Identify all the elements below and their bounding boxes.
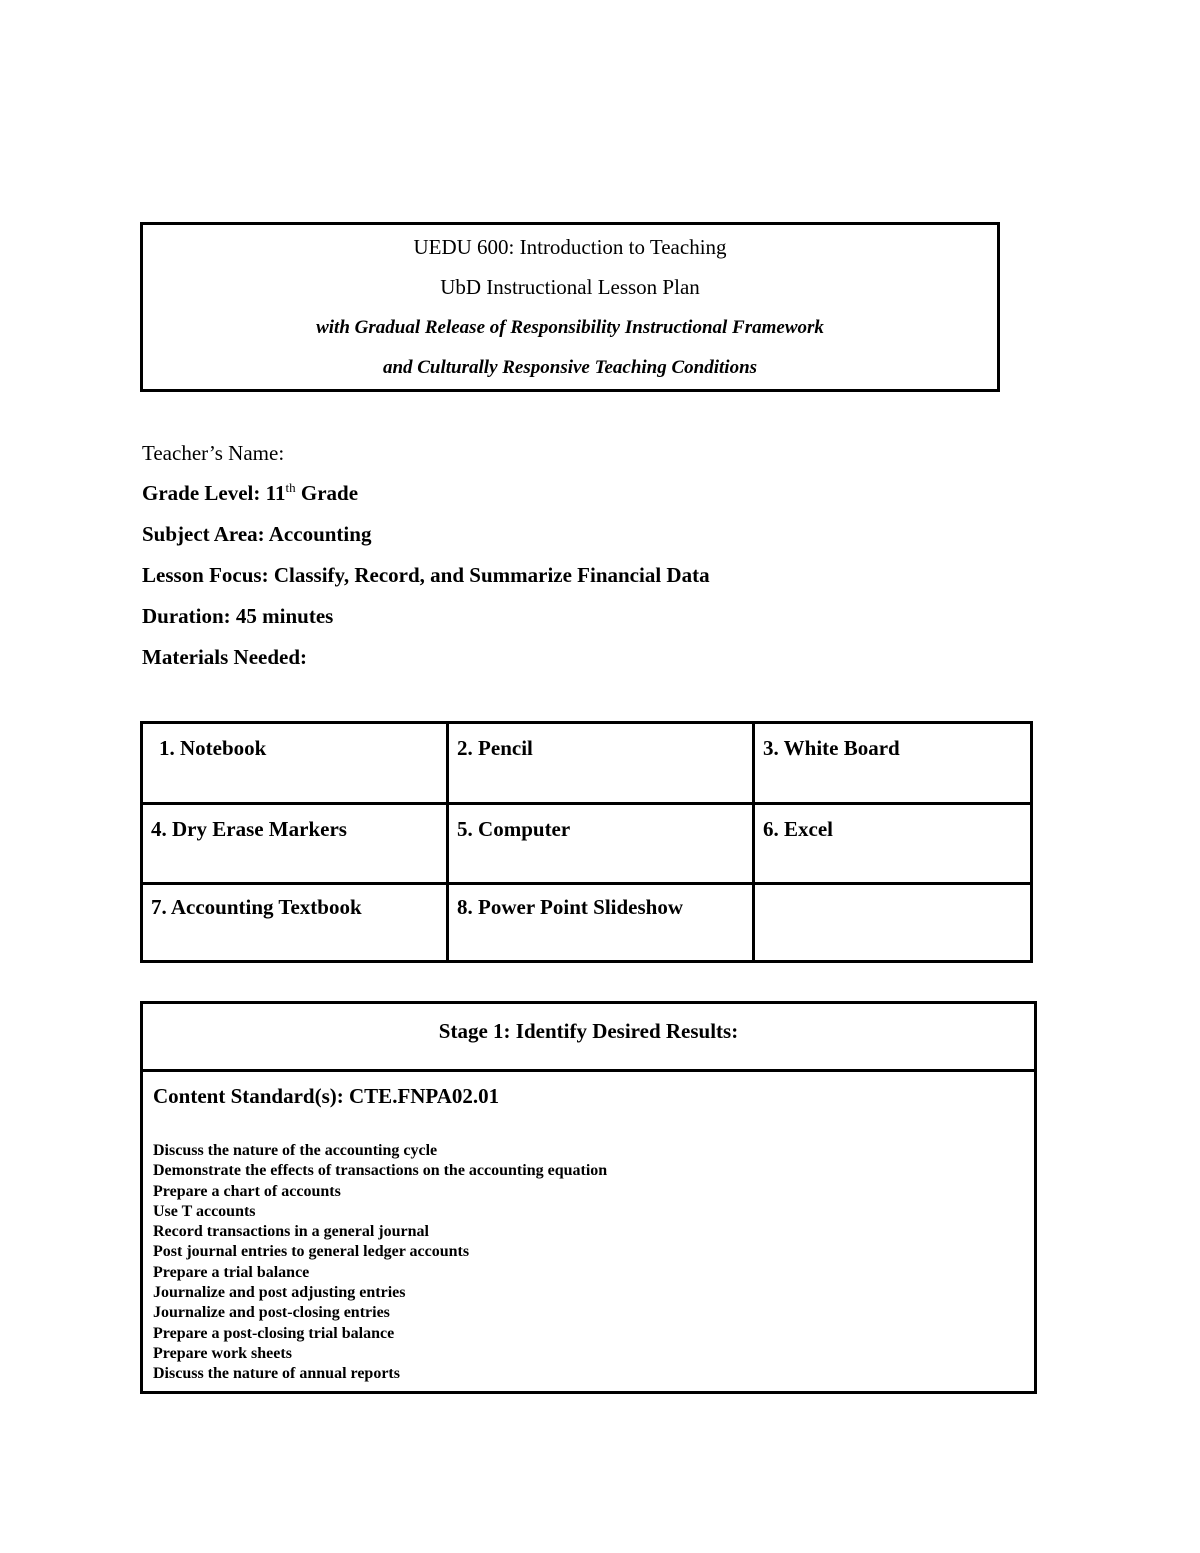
list-item: Discuss the nature of annual reports	[153, 1365, 400, 1383]
list-item: Prepare work sheets	[153, 1344, 292, 1362]
stage1-box	[140, 1001, 1037, 1394]
list-item: Record transactions in a general journal	[153, 1223, 429, 1241]
list-item: Prepare a chart of accounts	[153, 1182, 341, 1200]
stage1-title: Stage 1: Identify Desired Results:	[143, 1004, 1034, 1072]
conditions-subtitle: and Culturally Responsive Teaching Conditions	[382, 357, 758, 378]
list-item: Journalize and post adjusting entries	[153, 1284, 406, 1302]
material-cell: 8. Power Point Slideshow	[448, 884, 754, 962]
list-item: Use T accounts	[153, 1202, 256, 1220]
duration: Duration: 45 minutes	[142, 604, 334, 628]
material-cell-empty	[754, 884, 1032, 962]
list-item: Prepare a post-closing trial balance	[153, 1324, 395, 1342]
list-item: Journalize and post-closing entries	[153, 1304, 390, 1322]
materials-table	[140, 721, 1033, 963]
list-item: Post journal entries to general ledger accounts	[153, 1243, 470, 1261]
grade-level	[142, 481, 358, 505]
teacher-name-label: Teacher’s Name:	[142, 441, 285, 465]
title-box	[140, 222, 1000, 392]
grade-level-label: Grade Level:	[142, 481, 261, 505]
material-cell: 7. Accounting Textbook	[142, 884, 448, 962]
framework-subtitle: with Gradual Release of Responsibility Instructional Framework	[316, 317, 824, 338]
material-cell: 5. Computer	[448, 804, 754, 884]
material-cell: 2. Pencil	[448, 723, 754, 804]
plan-title: UbD Instructional Lesson Plan	[440, 275, 700, 299]
material-cell: 6. Excel	[754, 804, 1032, 884]
list-item: Prepare a trial balance	[153, 1263, 310, 1281]
course-title: UEDU 600: Introduction to Teaching	[413, 235, 727, 259]
material-cell: 1. Notebook	[142, 723, 448, 804]
materials-needed-label: Materials Needed:	[142, 645, 308, 669]
subject-area: Subject Area: Accounting	[142, 522, 372, 546]
table-row	[142, 884, 1032, 962]
list-item: Demonstrate the effects of transactions on the accounting equation	[153, 1162, 608, 1180]
standards-list	[153, 1141, 607, 1385]
table-row	[142, 804, 1032, 884]
list-item: Discuss the nature of the accounting cycle	[153, 1142, 438, 1159]
grade-level-number: 11	[265, 481, 286, 505]
material-cell: 3. White Board	[754, 723, 1032, 804]
lesson-focus: Lesson Focus: Classify, Record, and Summarize Financial Data	[142, 563, 710, 587]
material-cell: 4. Dry Erase Markers	[142, 804, 448, 884]
content-standard-title: Content Standard(s): CTE.FNPA02.01	[153, 1084, 500, 1108]
grade-level-word: Grade	[300, 481, 359, 505]
grade-level-suffix: th	[285, 480, 296, 495]
table-row	[142, 723, 1032, 804]
